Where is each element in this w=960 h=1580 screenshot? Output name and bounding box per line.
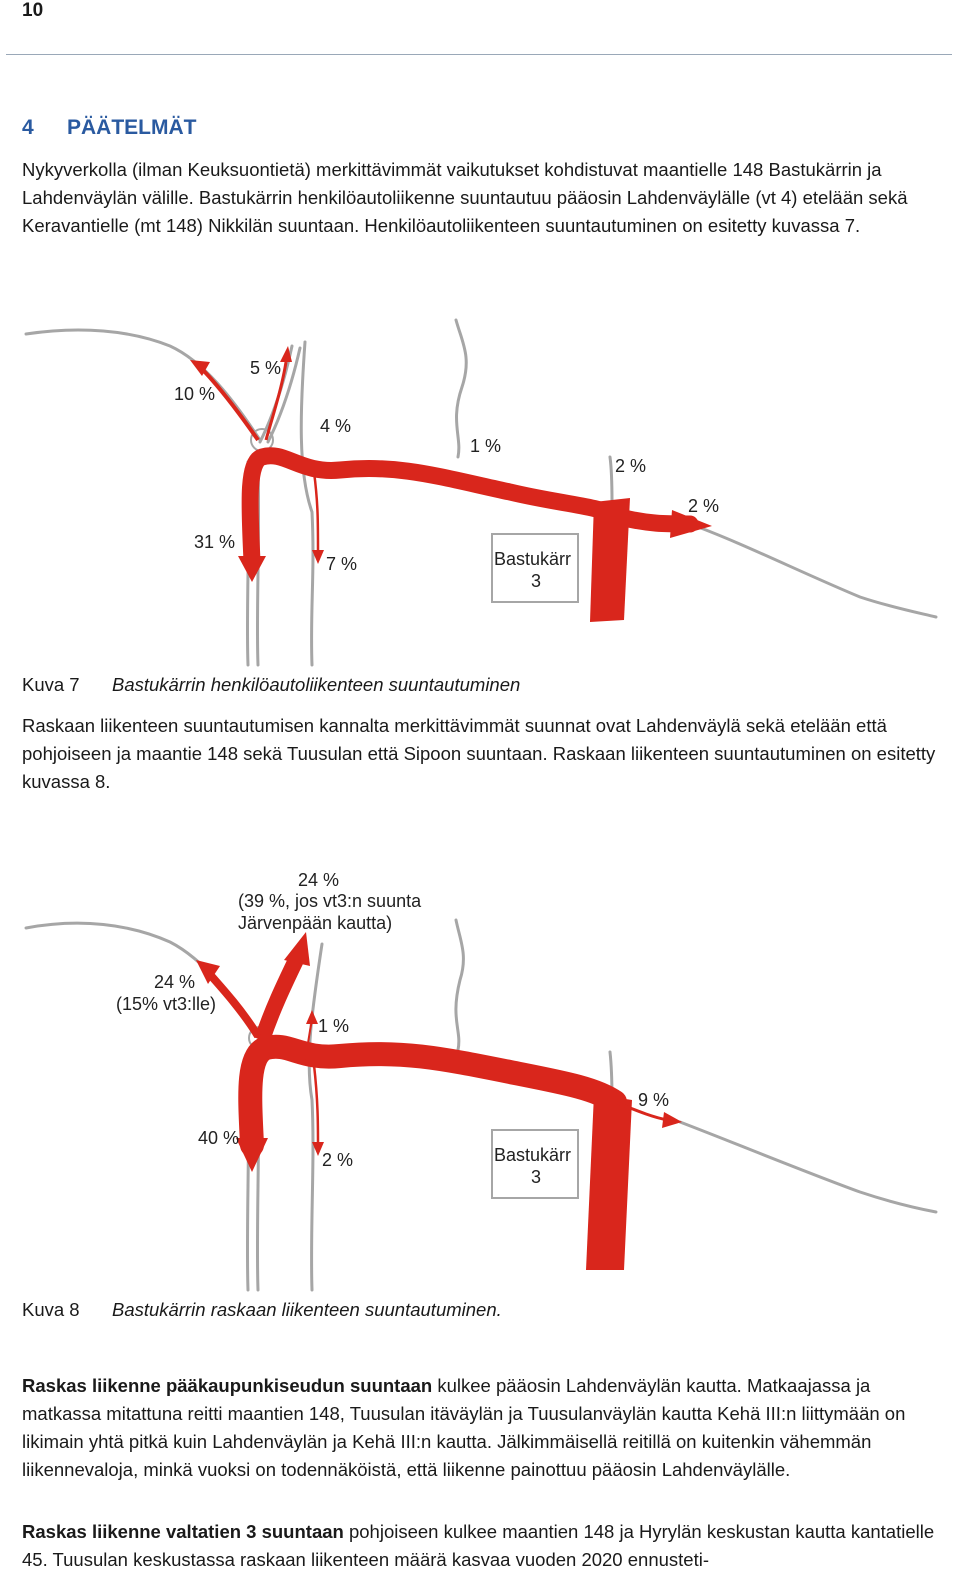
road-north-east (301, 342, 313, 665)
paragraph-4-bold: Raskas liikenne valtatien 3 suuntaan (22, 1521, 344, 1542)
paragraph-4 (22, 1518, 937, 1574)
figure-8-map (0, 860, 960, 1292)
road-east (680, 1122, 936, 1212)
caption-label: Kuva 8 (22, 1299, 80, 1320)
flow-south-east (314, 1065, 318, 1145)
label-2pct-a: 2 % (615, 456, 647, 476)
section-heading (22, 116, 197, 140)
label-7pct: 7 % (326, 554, 358, 574)
paragraph-4-rest: pohjoiseen kulkee maantien 148 ja Hyrylän keskustan kautta kantatielle 45. Tuusulan keskustassa raskaan liikenteen määrä kasvaa vuoden 2020 ennusteti- (22, 1521, 935, 1570)
paragraph-2: Raskaan liikenteen suuntautumisen kannalta merkittävimmät suunnat ovat Lahdenväylä sekä etelään että pohjoiseen ja maantie 148 sekä Tuusulan että Sipoon suuntaan. Raskaan liikenteen suuntautuminen on esitetty kuvassa 8. (22, 715, 936, 792)
flow-south-arrowhead (236, 1138, 268, 1172)
road-west (26, 330, 260, 440)
flow-north (262, 960, 296, 1040)
label-4pct: 4 % (320, 416, 352, 436)
header-rule (6, 54, 952, 55)
paragraph-3 (22, 1372, 937, 1484)
label-2pct-b: 2 % (688, 496, 720, 516)
flow-east-down (586, 1094, 632, 1270)
label-9pct: 9 % (638, 1090, 670, 1110)
flow-east-arrowhead (662, 1112, 682, 1128)
flow-north-thin-arrowhead (306, 1010, 318, 1024)
label-24pct-left: 24 % (154, 972, 196, 992)
road-east-spur (610, 457, 612, 502)
caption-text: Bastukärrin raskaan liikenteen suuntautuminen. (112, 1299, 502, 1320)
label-10pct: 10 % (174, 384, 216, 404)
page-number: 10 (22, 0, 44, 21)
caption-label: Kuva 7 (22, 674, 80, 695)
label-24pct-left-note: (15% vt3:lle) (116, 994, 217, 1014)
paragraph-3-bold: Raskas liikenne pääkaupunkiseudun suuntaan (22, 1375, 433, 1396)
label-40pct: 40 % (198, 1128, 240, 1148)
label-5pct: 5 % (250, 358, 282, 378)
road-west (26, 923, 258, 1036)
label-2pct: 2 % (322, 1150, 354, 1170)
road-east (690, 524, 936, 617)
road-far-north (456, 920, 464, 1050)
area-label-number: 3 (531, 571, 542, 591)
area-label-number: 3 (531, 1167, 542, 1187)
area-label: Bastukärr (494, 1145, 572, 1165)
road-north-east (309, 944, 322, 1290)
section-number: 4 (22, 116, 34, 139)
label-1pct: 1 % (470, 436, 502, 456)
label-24pct-top: 24 % (298, 870, 340, 890)
figure-7-caption (22, 674, 520, 696)
area-label: Bastukärr (494, 549, 572, 569)
paragraph-3-rest: kulkee pääosin Lahdenväylän kautta. Matkaajassa ja matkassa mitattuna reitti maantien 148, Tuusulan itäväylän ja Tuusulanväylän kautta Kehä III:n liittymään on likimain yhtä pitkä kuin Lahdenväylän ja Kehä III:n kautta. Jälkimmäisellä reitillä on kuitenkin vähemmän liikennevaloja, minkä vuoksi on todennäköistä, että liikenne painottuu pääosin Lahdenväylälle. (22, 1375, 906, 1480)
label-24pct-top-note-2: Järvenpään kautta) (238, 913, 393, 933)
figure-8-caption (22, 1299, 502, 1321)
flow-south-east (314, 472, 318, 552)
label-1pct: 1 % (318, 1016, 350, 1036)
flow-east-down (590, 498, 630, 622)
label-31pct: 31 % (194, 532, 236, 552)
figure-7-map (0, 312, 960, 667)
section-title: PÄÄTELMÄT (67, 116, 197, 139)
paragraph-1: Nykyverkolla (ilman Keuksuontietä) merkittävimmät vaikutukset kohdistuvat maantielle 148 Bastukärrin ja Lahdenväylän välille. Bastukärrin henkilöautoliikenne suuntautuu pääosin Lahdenväylälle (vt 4) etelään sekä Keravantielle (mt 148) Nikkilän suuntaan. Henkilöautoliikenteen suuntautuminen on esitetty kuvassa 7. (22, 159, 908, 236)
flow-south-arrowhead (238, 556, 266, 582)
road-far-north (456, 320, 466, 457)
label-24pct-top-note: (39 %, jos vt3:n suunta (238, 891, 422, 911)
caption-text: Bastukärrin henkilöautoliikenteen suuntautuminen (112, 674, 521, 695)
